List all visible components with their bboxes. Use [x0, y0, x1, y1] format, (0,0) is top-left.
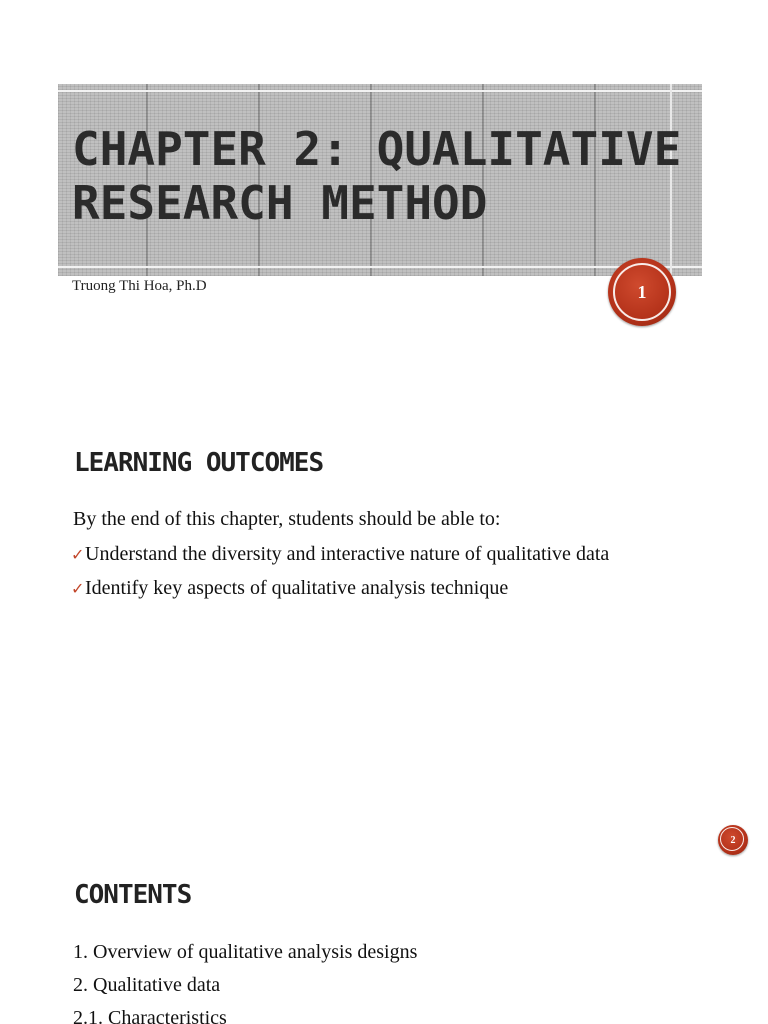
contents-item: 1. Overview of qualitative analysis designs [73, 941, 418, 963]
banner-top-rule [58, 90, 702, 92]
page-number-badge [718, 825, 748, 855]
chapter-title-line-2: RESEARCH METHOD [72, 176, 488, 230]
outcome-text: Identify key aspects of qualitative analysis technique [85, 577, 509, 599]
page-number: 1 [637, 281, 647, 302]
contents-slide [0, 860, 768, 1024]
contents-item: 2. Qualitative data [73, 974, 221, 996]
contents-list [73, 940, 417, 1024]
chapter-title [72, 122, 681, 230]
learning-outcomes-slide [0, 400, 768, 860]
page-number-badge [608, 258, 676, 326]
page-number: 2 [730, 834, 736, 846]
outcome-item [73, 576, 693, 601]
checkmark-icon: ✓ [71, 579, 85, 598]
outcome-item [73, 542, 693, 567]
checkmark-icon: ✓ [71, 545, 85, 564]
outcome-text: Understand the diversity and interactive nature of qualitative data [85, 543, 610, 565]
learning-outcomes-heading: LEARNING OUTCOMES [74, 448, 324, 478]
title-banner [58, 84, 702, 276]
title-slide [0, 0, 768, 380]
contents-heading: CONTENTS [74, 880, 192, 910]
contents-item: 2.1. Characteristics [73, 1007, 227, 1024]
chapter-title-line-1: CHAPTER 2: QUALITATIVE [72, 122, 682, 176]
outcomes-intro: By the end of this chapter, students should be able to: [73, 508, 501, 530]
author-name: Truong Thi Hoa, Ph.D [72, 278, 207, 294]
outcomes-list [73, 542, 693, 610]
banner-bottom-rule [58, 266, 702, 268]
